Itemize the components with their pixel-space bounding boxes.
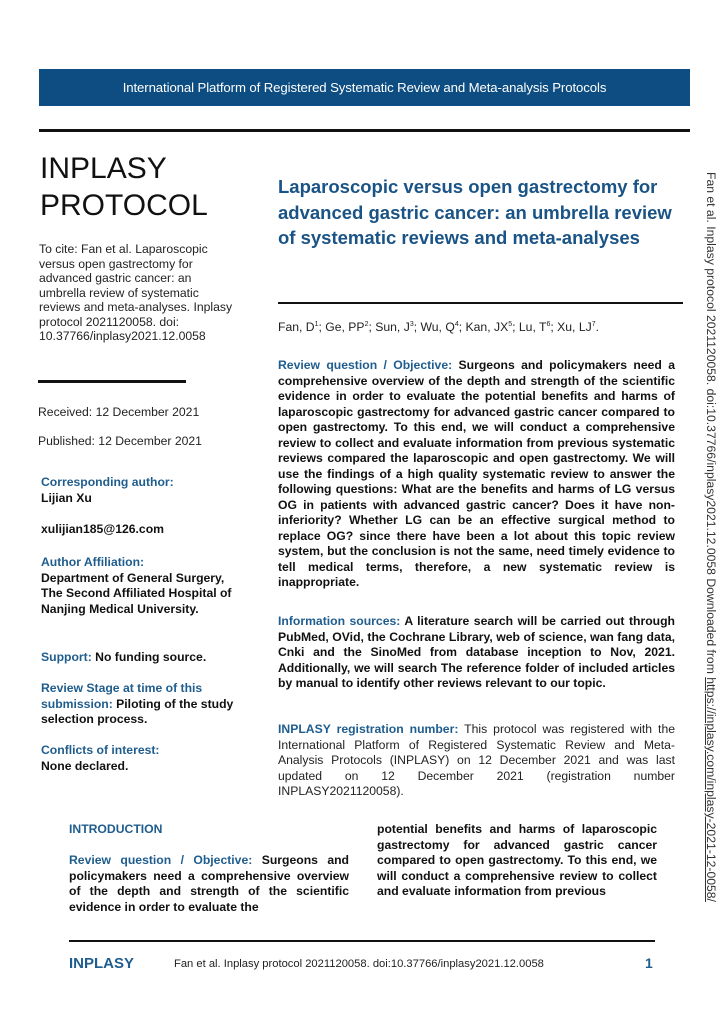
- published-date: Published: 12 December 2021: [38, 434, 202, 448]
- abstract-review-question: [278, 358, 675, 591]
- intro-col1-text: Surgeons and policymakers need a comprehensive overview of the depth and strength of the scientific evidence in order to evaluate the: [69, 853, 349, 914]
- author-name: Sun, J: [375, 320, 410, 334]
- conflicts-label: Conflicts of interest:: [41, 743, 160, 757]
- review-stage-label: Review Stage at time of this submission:: [41, 681, 203, 711]
- author-affiliation-index: 2: [364, 320, 369, 328]
- download-link[interactable]: https://inplasy.com/inplasy-2021-12-0058/: [704, 677, 718, 902]
- received-date: Received: 12 December 2021: [38, 405, 200, 419]
- conflicts-of-interest: [41, 743, 246, 774]
- heading-line-2: PROTOCOL: [40, 189, 208, 222]
- footer-brand: INPLASY: [69, 955, 135, 972]
- support-text: No funding source.: [91, 650, 207, 664]
- introduction-column-1: [69, 853, 349, 915]
- protocol-heading: [40, 150, 208, 224]
- heading-line-1: INPLASY: [40, 152, 167, 185]
- review-question-label: Review question / Objective:: [278, 358, 453, 372]
- author-email[interactable]: xulijian185@126.com: [41, 522, 164, 536]
- author-affiliation-index: 6: [546, 320, 551, 328]
- registration-text: This protocol was registered with the International Platform of Registered Systematic Review and Meta-Analysis Protocols (INPLASY) on 12 December 2021 and was last updated on 12 December 2021 (registration number INPLASY2021120058).: [278, 722, 675, 798]
- corresponding-author: [41, 475, 246, 506]
- registration-label: INPLASY registration number:: [278, 722, 459, 736]
- author-name: Lu, T: [518, 320, 547, 334]
- corresponding-author-name: Lijian Xu: [41, 490, 92, 505]
- information-sources-label: Information sources:: [278, 614, 401, 628]
- footer-citation: Fan et al. Inplasy protocol 2021120058. doi:10.37766/inplasy2021.12.0058: [174, 958, 544, 970]
- margin-download-note: [698, 172, 718, 932]
- affiliation-text: Department of General Surgery, The Second Affiliated Hospital of Nanjing Medical University.: [41, 570, 232, 616]
- author-affiliation-index: 4: [454, 320, 459, 328]
- affiliation-label: Author Affiliation:: [41, 555, 145, 569]
- sidebar-divider: [38, 380, 186, 383]
- author-affiliation-index: 5: [508, 320, 513, 328]
- information-sources-text: A literature search will be carried out through PubMed, OVid, the Cochrane Library, web of science, wan fang data, Cnki and the SinoMed from database inception to Nov, 2021. Additionally, we will search The reference folder of included articles by manual to identify other reviews relevant to our topic.: [278, 614, 675, 690]
- conflicts-text: None declared.: [41, 758, 129, 773]
- author-name: Xu, LJ: [557, 320, 592, 334]
- author-name: Ge, PP: [325, 320, 365, 334]
- author-affiliation-index: 3: [409, 320, 414, 328]
- review-question-text: Surgeons and policymakers need a comprehensive overview of the depth and strength of the scientific evidence in order to evaluate the potential benefits and harms of laparoscopic gastrectomy for advanced gastric cancer compared to open gastrectomy. To this end, we will conduct a comprehensive review to collect and evaluate information from previous systematic reviews compared the laparoscopic and open gastrectomy. We will use the findings of a high quality systematic review to answer the following questions: What are the benefits and harms of LG versus OG in patients with advanced gastric cancer? Does it have non-inferiority? Whether LG can be an effective surgical method to replace OG? since there have been a lot about this topic review system, but the conclusion is not the same, need timely evidence to tell medical terms, therefore, a new systematic review is inappropriate.: [278, 358, 675, 589]
- margin-note-text: Fan et al. Inplasy protocol 2021120058. doi:10.37766/inplasy2021.12.0058 Downloaded from: [704, 172, 718, 678]
- author-list: Fan, $D^1$; Ge, $PP^2$; Sun, $J^3$; Wu, $Q^4$; Kan, $JX^5$; Lu, $T^6$; Xu, $LJ^7$.: [278, 320, 599, 334]
- introduction-heading: INTRODUCTION: [69, 822, 163, 836]
- page-number: 1: [645, 955, 653, 971]
- banner-text: International Platform of Registered Systematic Review and Meta-analysis Protocols: [122, 80, 607, 95]
- intro-review-label: Review question / Objective:: [69, 853, 253, 867]
- author-affiliation: [41, 555, 246, 617]
- review-stage: [41, 681, 246, 728]
- support-label: Support:: [41, 650, 92, 664]
- review-stage-text: Piloting of the study selection process.: [41, 696, 234, 726]
- footer-divider: [69, 940, 655, 942]
- abstract-information-sources: [278, 614, 675, 692]
- author-affiliation-index: 7: [591, 320, 596, 328]
- top-divider: [39, 129, 690, 132]
- author-name: Fan, D: [278, 320, 315, 334]
- corresponding-author-label: Corresponding author:: [41, 475, 174, 489]
- author-name: Wu, Q: [420, 320, 455, 334]
- title-divider: [278, 302, 683, 304]
- platform-banner: [39, 69, 690, 106]
- article-title: Laparoscopic versus open gastrectomy for advanced gastric cancer: an umbrella review of systematic reviews and meta-analyses: [278, 176, 672, 248]
- support-info: [41, 650, 246, 666]
- citation-text: To cite: Fan et al. Laparoscopic versus open gastrectomy for advanced gastric cancer: an umbrella review of systematic reviews and meta-analyses. Inplasy protocol 2021120058. doi: 10.37766/inplasy2021.12.0058: [39, 242, 233, 343]
- registration-info: [278, 722, 675, 800]
- author-affiliation-index: 1: [314, 320, 319, 328]
- author-name: Kan, JX: [465, 320, 509, 334]
- introduction-column-2: potential benefits and harms of laparoscopic gastrectomy for advanced gastric cancer compared to open gastrectomy. To this end, we will conduct a comprehensive review to collect and evaluate information from previous: [377, 822, 657, 898]
